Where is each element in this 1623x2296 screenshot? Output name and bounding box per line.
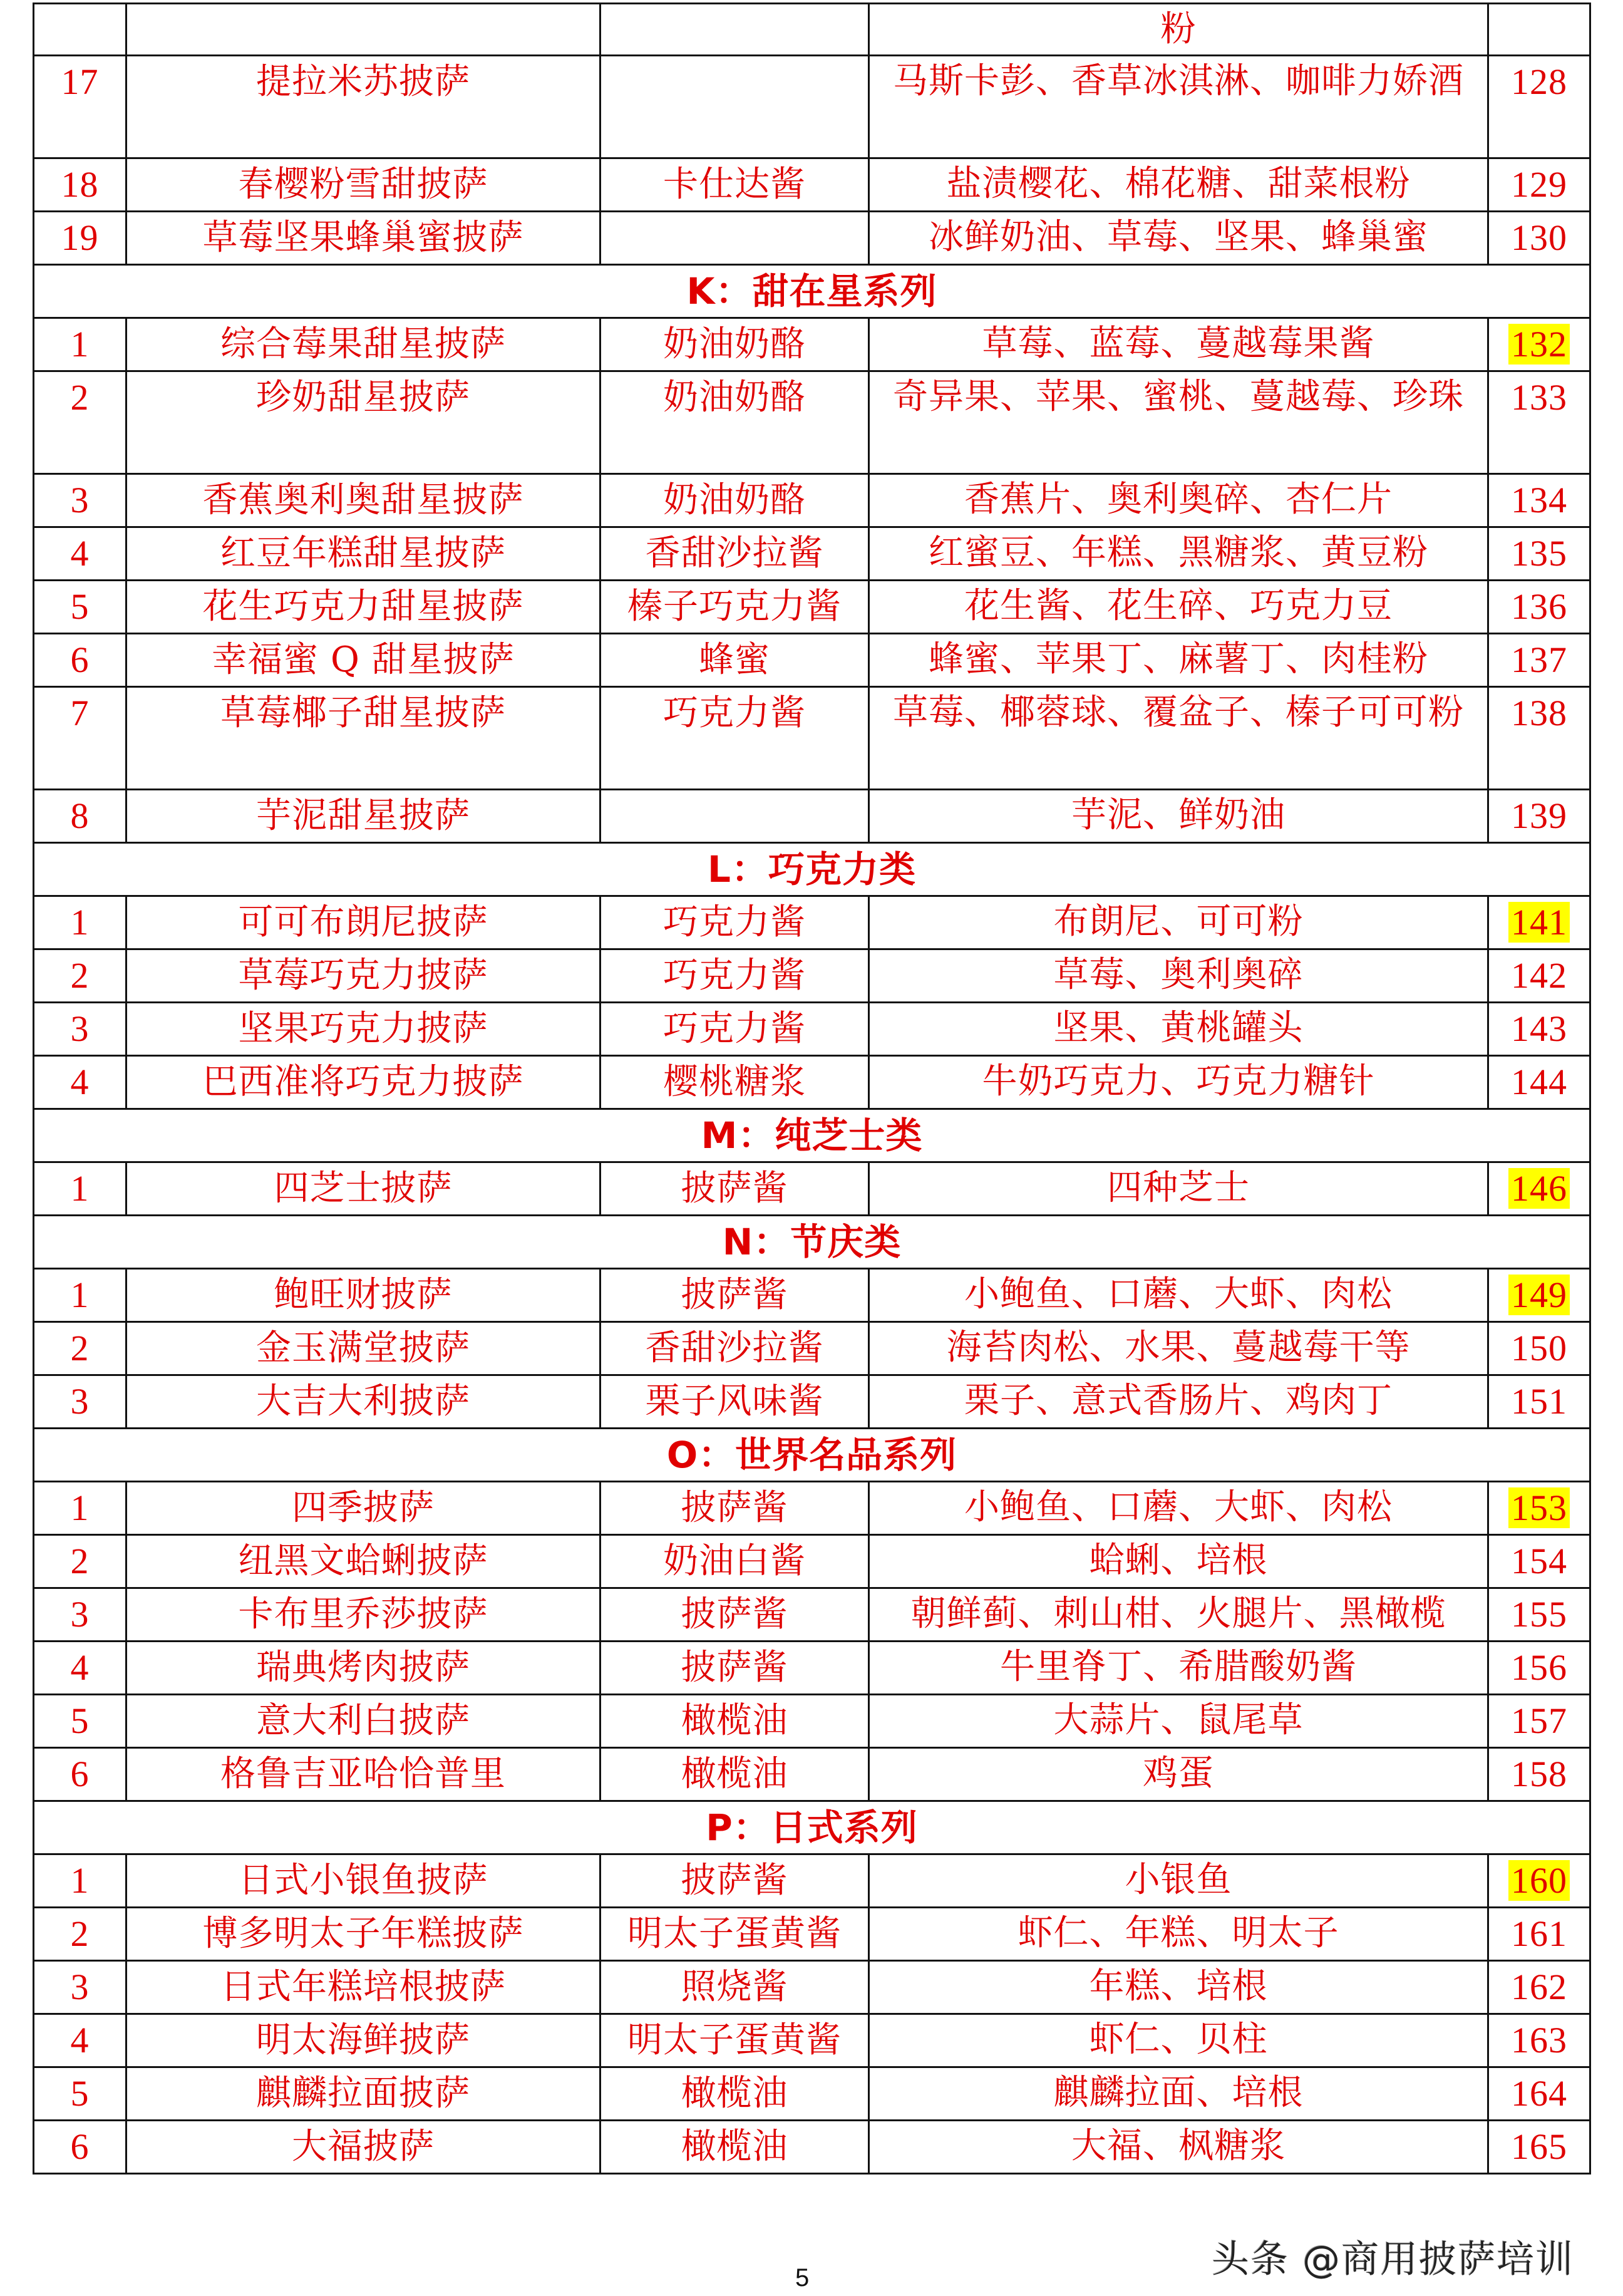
- ingredients-cell: 小银鱼: [869, 1854, 1488, 1908]
- item-number-cell: 8: [34, 790, 126, 843]
- ingredients-cell: 蜂蜜、苹果丁、麻薯丁、肉桂粉: [869, 634, 1488, 687]
- table-row: [34, 949, 1590, 1003]
- section-title: L：巧克力类: [34, 843, 1590, 896]
- sauce-cell: 奶油奶酪: [600, 474, 869, 527]
- table-row: [34, 1482, 1590, 1535]
- highlighted-page-number: 153: [1508, 1487, 1570, 1528]
- page-number-cell: 150: [1488, 1322, 1590, 1375]
- page-number-cell: 135: [1488, 527, 1590, 581]
- pizza-name-cell: 花生巧克力甜星披萨: [126, 581, 600, 634]
- ingredients-cell: 朝鲜蓟、刺山柑、火腿片、黑橄榄: [869, 1588, 1488, 1642]
- pizza-name-cell: 卡布里乔莎披萨: [126, 1588, 600, 1642]
- page-number-cell: [1488, 1854, 1590, 1908]
- pizza-name-cell: 草莓巧克力披萨: [126, 949, 600, 1003]
- page-number-cell: 137: [1488, 634, 1590, 687]
- pizza-name-cell: 春樱粉雪甜披萨: [126, 158, 600, 212]
- section-header-row: [34, 1429, 1590, 1482]
- sauce-cell: 香甜沙拉酱: [600, 1322, 869, 1375]
- menu-table-body: [34, 4, 1590, 2174]
- section-header-row: [34, 1109, 1590, 1162]
- item-number-cell: 1: [34, 1482, 126, 1535]
- highlighted-page-number: 146: [1508, 1168, 1570, 1209]
- page-number-cell: 151: [1488, 1375, 1590, 1429]
- sauce-cell: 奶油白酱: [600, 1535, 869, 1588]
- pizza-name-cell: 四季披萨: [126, 1482, 600, 1535]
- ingredients-cell: 草莓、蓝莓、蔓越莓果酱: [869, 318, 1488, 371]
- ingredients-cell: 盐渍樱花、棉花糖、甜菜根粉: [869, 158, 1488, 212]
- item-number-cell: 5: [34, 581, 126, 634]
- ingredients-cell: 马斯卡彭、香草冰淇淋、咖啡力娇酒: [869, 56, 1488, 158]
- item-number-cell: 18: [34, 158, 126, 212]
- pizza-name-cell: 综合莓果甜星披萨: [126, 318, 600, 371]
- sauce-cell: 披萨酱: [600, 1162, 869, 1216]
- sauce-cell: 榛子巧克力酱: [600, 581, 869, 634]
- page-number-cell: 164: [1488, 2067, 1590, 2121]
- page-number-cell: 129: [1488, 158, 1590, 212]
- page-number-cell: [1488, 1482, 1590, 1535]
- highlighted-page-number: 141: [1508, 902, 1570, 943]
- pizza-name-cell: 日式小银鱼披萨: [126, 1854, 600, 1908]
- table-row: [34, 1375, 1590, 1429]
- table-row: [34, 1162, 1590, 1216]
- item-number-cell: 1: [34, 1269, 126, 1322]
- table-row: [34, 158, 1590, 212]
- page-number-cell: 161: [1488, 1908, 1590, 1961]
- page-number: 5: [795, 2264, 810, 2292]
- sauce-cell: 巧克力酱: [600, 949, 869, 1003]
- sauce-cell: 香甜沙拉酱: [600, 527, 869, 581]
- table-row: [34, 1056, 1590, 1109]
- sauce-cell: 橄榄油: [600, 2067, 869, 2121]
- item-number-cell: 2: [34, 1322, 126, 1375]
- ingredients-cell: 虾仁、贝柱: [869, 2014, 1488, 2067]
- pizza-name-cell: 瑞典烤肉披萨: [126, 1642, 600, 1695]
- item-number-cell: 3: [34, 1588, 126, 1642]
- pizza-name-cell: 珍奶甜星披萨: [126, 371, 600, 474]
- page-number-cell: [1488, 896, 1590, 949]
- page-number-cell: 144: [1488, 1056, 1590, 1109]
- ingredients-cell: 年糕、培根: [869, 1961, 1488, 2014]
- page-number-cell: 142: [1488, 949, 1590, 1003]
- pizza-name-cell: 可可布朗尼披萨: [126, 896, 600, 949]
- page-number-cell: [1488, 1269, 1590, 1322]
- ingredients-cell: 麒麟拉面、培根: [869, 2067, 1488, 2121]
- pizza-name-cell: 香蕉奥利奥甜星披萨: [126, 474, 600, 527]
- item-number-cell: 2: [34, 1535, 126, 1588]
- pizza-name-cell: 红豆年糕甜星披萨: [126, 527, 600, 581]
- table-row: [34, 4, 1590, 56]
- page-number-cell: 154: [1488, 1535, 1590, 1588]
- ingredients-cell: 冰鲜奶油、草莓、坚果、蜂巢蜜: [869, 212, 1488, 265]
- ingredients-cell: 粉: [869, 4, 1488, 56]
- page-number-cell: 156: [1488, 1642, 1590, 1695]
- table-row: [34, 1695, 1590, 1748]
- pizza-name-cell: 草莓椰子甜星披萨: [126, 687, 600, 790]
- section-title: P：日式系列: [34, 1801, 1590, 1854]
- sauce-cell: 橄榄油: [600, 2121, 869, 2174]
- sauce-cell: 蜂蜜: [600, 634, 869, 687]
- sauce-cell: [600, 790, 869, 843]
- item-number-cell: 2: [34, 949, 126, 1003]
- pizza-name-cell: 金玉满堂披萨: [126, 1322, 600, 1375]
- pizza-menu-table: [33, 3, 1591, 2174]
- pizza-name-cell: 芋泥甜星披萨: [126, 790, 600, 843]
- page-number-cell: [1488, 318, 1590, 371]
- item-number-cell: 17: [34, 56, 126, 158]
- item-number-cell: 5: [34, 1695, 126, 1748]
- pizza-name-cell: [126, 4, 600, 56]
- ingredients-cell: 虾仁、年糕、明太子: [869, 1908, 1488, 1961]
- pizza-name-cell: 格鲁吉亚哈恰普里: [126, 1748, 600, 1801]
- item-number-cell: 1: [34, 1162, 126, 1216]
- sauce-cell: 巧克力酱: [600, 687, 869, 790]
- ingredients-cell: 坚果、黄桃罐头: [869, 1003, 1488, 1056]
- table-row: [34, 56, 1590, 158]
- section-title: O：世界名品系列: [34, 1429, 1590, 1482]
- table-row: [34, 212, 1590, 265]
- item-number-cell: 5: [34, 2067, 126, 2121]
- table-row: [34, 1535, 1590, 1588]
- page-number-cell: 139: [1488, 790, 1590, 843]
- sauce-cell: 披萨酱: [600, 1588, 869, 1642]
- sauce-cell: 照烧酱: [600, 1961, 869, 2014]
- sauce-cell: 奶油奶酪: [600, 318, 869, 371]
- sauce-cell: 栗子风味酱: [600, 1375, 869, 1429]
- sauce-cell: [600, 4, 869, 56]
- item-number-cell: 1: [34, 318, 126, 371]
- item-number-cell: 19: [34, 212, 126, 265]
- page-number-cell: 162: [1488, 1961, 1590, 2014]
- pizza-name-cell: 巴西准将巧克力披萨: [126, 1056, 600, 1109]
- highlighted-page-number: 149: [1508, 1275, 1570, 1315]
- page-number-cell: 136: [1488, 581, 1590, 634]
- ingredients-cell: 栗子、意式香肠片、鸡肉丁: [869, 1375, 1488, 1429]
- ingredients-cell: 香蕉片、奥利奥碎、杏仁片: [869, 474, 1488, 527]
- sauce-cell: 披萨酱: [600, 1482, 869, 1535]
- item-number-cell: 4: [34, 1642, 126, 1695]
- sauce-cell: 披萨酱: [600, 1854, 869, 1908]
- ingredients-cell: 大蒜片、鼠尾草: [869, 1695, 1488, 1748]
- watermark: 头条 @商用披萨培训: [1212, 2238, 1575, 2282]
- highlighted-page-number: 132: [1508, 324, 1570, 365]
- ingredients-cell: 牛奶巧克力、巧克力糖针: [869, 1056, 1488, 1109]
- table-row: [34, 1642, 1590, 1695]
- item-number-cell: 4: [34, 527, 126, 581]
- table-row: [34, 581, 1590, 634]
- ingredients-cell: 小鲍鱼、口蘑、大虾、肉松: [869, 1482, 1488, 1535]
- page-number-cell: 130: [1488, 212, 1590, 265]
- ingredients-cell: 花生酱、花生碎、巧克力豆: [869, 581, 1488, 634]
- ingredients-cell: 鸡蛋: [869, 1748, 1488, 1801]
- section-title: N：节庆类: [34, 1216, 1590, 1269]
- item-number-cell: 2: [34, 371, 126, 474]
- page-number-cell: 138: [1488, 687, 1590, 790]
- sauce-cell: 巧克力酱: [600, 1003, 869, 1056]
- table-row: [34, 1588, 1590, 1642]
- ingredients-cell: 红蜜豆、年糕、黑糖浆、黄豆粉: [869, 527, 1488, 581]
- table-row: [34, 527, 1590, 581]
- table-row: [34, 371, 1590, 474]
- table-row: [34, 1908, 1590, 1961]
- pizza-name-cell: 幸福蜜 Q 甜星披萨: [126, 634, 600, 687]
- pizza-name-cell: 大福披萨: [126, 2121, 600, 2174]
- pizza-name-cell: 大吉大利披萨: [126, 1375, 600, 1429]
- item-number-cell: 2: [34, 1908, 126, 1961]
- pizza-name-cell: 提拉米苏披萨: [126, 56, 600, 158]
- sauce-cell: 明太子蛋黄酱: [600, 2014, 869, 2067]
- table-row: [34, 896, 1590, 949]
- item-number-cell: 3: [34, 1961, 126, 2014]
- item-number-cell: 3: [34, 1375, 126, 1429]
- ingredients-cell: 奇异果、苹果、蜜桃、蔓越莓、珍珠: [869, 371, 1488, 474]
- ingredients-cell: 四种芝士: [869, 1162, 1488, 1216]
- ingredients-cell: 布朗尼、可可粉: [869, 896, 1488, 949]
- page-number-cell: 165: [1488, 2121, 1590, 2174]
- page-number-cell: 143: [1488, 1003, 1590, 1056]
- pizza-name-cell: 四芝士披萨: [126, 1162, 600, 1216]
- ingredients-cell: 大福、枫糖浆: [869, 2121, 1488, 2174]
- sauce-cell: 奶油奶酪: [600, 371, 869, 474]
- pizza-name-cell: 坚果巧克力披萨: [126, 1003, 600, 1056]
- item-number-cell: 6: [34, 1748, 126, 1801]
- table-row: [34, 1269, 1590, 1322]
- table-row: [34, 1322, 1590, 1375]
- ingredients-cell: 海苔肉松、水果、蔓越莓干等: [869, 1322, 1488, 1375]
- table-row: [34, 474, 1590, 527]
- page-number-cell: 158: [1488, 1748, 1590, 1801]
- section-title: M：纯芝士类: [34, 1109, 1590, 1162]
- item-number-cell: 4: [34, 1056, 126, 1109]
- page-number-cell: [1488, 4, 1590, 56]
- pizza-name-cell: 意大利白披萨: [126, 1695, 600, 1748]
- item-number-cell: 4: [34, 2014, 126, 2067]
- highlighted-page-number: 160: [1508, 1860, 1570, 1901]
- page-number-cell: 134: [1488, 474, 1590, 527]
- item-number-cell: 6: [34, 2121, 126, 2174]
- pizza-name-cell: 麒麟拉面披萨: [126, 2067, 600, 2121]
- sauce-cell: 橄榄油: [600, 1748, 869, 1801]
- item-number-cell: 7: [34, 687, 126, 790]
- table-row: [34, 1961, 1590, 2014]
- table-row: [34, 318, 1590, 371]
- item-number-cell: 1: [34, 1854, 126, 1908]
- sauce-cell: [600, 56, 869, 158]
- table-row: [34, 790, 1590, 843]
- table-row: [34, 687, 1590, 790]
- table-row: [34, 2121, 1590, 2174]
- ingredients-cell: 草莓、奥利奥碎: [869, 949, 1488, 1003]
- item-number-cell: 3: [34, 474, 126, 527]
- sauce-cell: 橄榄油: [600, 1695, 869, 1748]
- sauce-cell: 明太子蛋黄酱: [600, 1908, 869, 1961]
- section-header-row: [34, 843, 1590, 896]
- table-row: [34, 2067, 1590, 2121]
- sauce-cell: 巧克力酱: [600, 896, 869, 949]
- page-number-cell: 155: [1488, 1588, 1590, 1642]
- table-row: [34, 1748, 1590, 1801]
- pizza-name-cell: 明太海鲜披萨: [126, 2014, 600, 2067]
- section-header-row: [34, 1216, 1590, 1269]
- ingredients-cell: 牛里脊丁、希腊酸奶酱: [869, 1642, 1488, 1695]
- ingredients-cell: 小鲍鱼、口蘑、大虾、肉松: [869, 1269, 1488, 1322]
- pizza-name-cell: 鲍旺财披萨: [126, 1269, 600, 1322]
- ingredients-cell: 芋泥、鲜奶油: [869, 790, 1488, 843]
- table-row: [34, 1854, 1590, 1908]
- page-number-cell: [1488, 1162, 1590, 1216]
- table-row: [34, 634, 1590, 687]
- sauce-cell: 披萨酱: [600, 1269, 869, 1322]
- item-number-cell: 1: [34, 896, 126, 949]
- table-row: [34, 2014, 1590, 2067]
- item-number-cell: 6: [34, 634, 126, 687]
- sauce-cell: 披萨酱: [600, 1642, 869, 1695]
- sauce-cell: [600, 212, 869, 265]
- section-header-row: [34, 265, 1590, 318]
- section-header-row: [34, 1801, 1590, 1854]
- table-row: [34, 1003, 1590, 1056]
- ingredients-cell: 草莓、椰蓉球、覆盆子、榛子可可粉: [869, 687, 1488, 790]
- pizza-name-cell: 日式年糕培根披萨: [126, 1961, 600, 2014]
- item-number-cell: 3: [34, 1003, 126, 1056]
- sauce-cell: 卡仕达酱: [600, 158, 869, 212]
- item-number-cell: [34, 4, 126, 56]
- page-number-cell: 128: [1488, 56, 1590, 158]
- pizza-name-cell: 博多明太子年糕披萨: [126, 1908, 600, 1961]
- page-number-cell: 133: [1488, 371, 1590, 474]
- section-title: K：甜在星系列: [34, 265, 1590, 318]
- pizza-name-cell: 纽黑文蛤蜊披萨: [126, 1535, 600, 1588]
- pizza-name-cell: 草莓坚果蜂巢蜜披萨: [126, 212, 600, 265]
- page-number-cell: 157: [1488, 1695, 1590, 1748]
- page-number-cell: 163: [1488, 2014, 1590, 2067]
- sauce-cell: 樱桃糖浆: [600, 1056, 869, 1109]
- ingredients-cell: 蛤蜊、培根: [869, 1535, 1488, 1588]
